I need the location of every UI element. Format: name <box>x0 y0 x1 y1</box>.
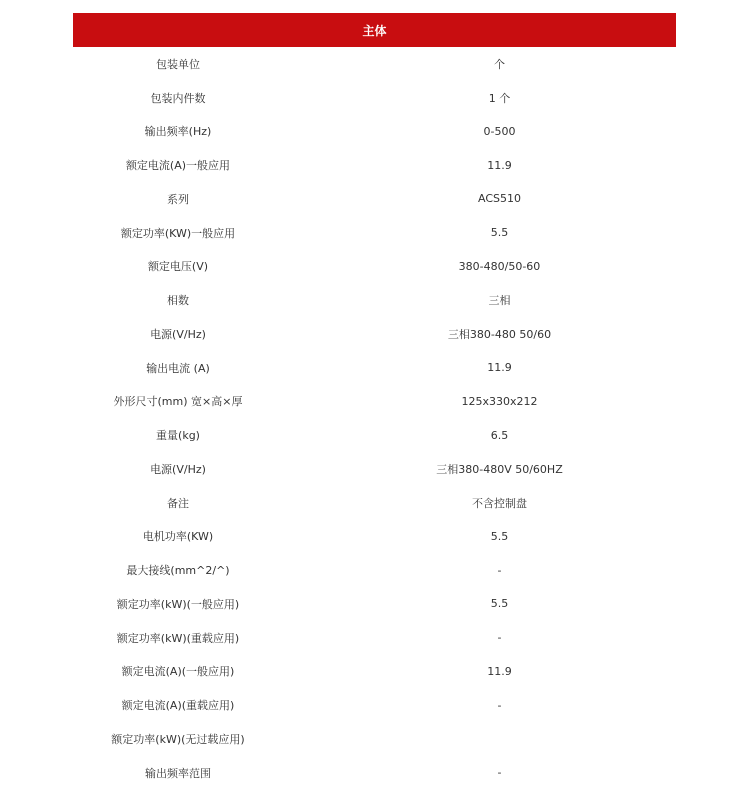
row-value: - <box>497 631 502 645</box>
table-row <box>73 621 676 655</box>
table-row <box>73 148 676 182</box>
table-row <box>73 688 676 722</box>
table-row <box>73 182 676 216</box>
table-header-title: 主体 <box>362 23 387 38</box>
table-header <box>73 13 676 47</box>
row-label: 包装单位 <box>156 57 200 71</box>
row-label: 电源(V/Hz) <box>150 462 206 476</box>
table-row <box>73 418 676 452</box>
row-label: 电机功率(KW) <box>142 530 214 544</box>
row-label: 外形尺寸(mm) 宽×高×厚 <box>113 395 243 409</box>
table-row <box>73 486 676 520</box>
row-label: 最大接线(mm^2/^) <box>126 564 230 578</box>
row-label: 额定功率(KW)一般应用 <box>120 226 236 240</box>
row-label: 系列 <box>167 192 189 206</box>
table-row <box>73 756 676 790</box>
table-row <box>73 655 676 689</box>
row-value: 1 个 <box>488 91 511 105</box>
row-value: - <box>497 698 502 712</box>
row-value: 5.5 <box>490 597 509 611</box>
row-value: ACS510 <box>478 192 521 206</box>
table-row <box>73 385 676 419</box>
row-label: 输出频率范围 <box>145 766 211 780</box>
row-label: 电源(V/Hz) <box>150 327 206 341</box>
row-value: 11.9 <box>487 664 512 678</box>
table-row <box>73 47 676 81</box>
row-value: 个 <box>494 57 505 71</box>
row-value: 5.5 <box>490 529 509 543</box>
table-row <box>73 317 676 351</box>
row-label: 备注 <box>167 496 189 510</box>
table-row <box>73 722 676 756</box>
row-label: 额定电流(A)一般应用 <box>125 159 231 173</box>
table-row <box>73 520 676 554</box>
row-value: 380-480/50-60 <box>458 259 541 273</box>
row-value: 不含控制盘 <box>472 496 527 510</box>
row-value: 5.5 <box>490 226 509 240</box>
row-value: 125x330x212 <box>461 394 538 408</box>
row-label: 额定功率(kW)(一般应用) <box>116 597 240 611</box>
row-value: - <box>497 563 502 577</box>
row-value: 三相 <box>488 294 511 308</box>
table-row <box>73 587 676 621</box>
row-label: 额定电流(A)(重载应用) <box>121 699 235 713</box>
row-value: 三相380-480 50/60 <box>447 327 552 341</box>
table-row <box>73 115 676 149</box>
row-value: 6.5 <box>490 428 509 442</box>
row-label: 输出电流 (A) <box>146 361 210 375</box>
row-label: 包装内件数 <box>150 91 206 105</box>
row-value: 11.9 <box>487 361 512 375</box>
row-value: - <box>497 766 502 780</box>
table-row <box>73 351 676 385</box>
table-row <box>73 553 676 587</box>
table-row <box>73 81 676 115</box>
row-value: 0-500 <box>483 124 516 138</box>
row-label: 重量(kg) <box>156 429 200 443</box>
row-label: 额定功率(kW)(无过载应用) <box>111 732 245 746</box>
row-label: 输出频率(Hz) <box>144 125 212 139</box>
row-label: 额定功率(kW)(重载应用) <box>116 631 240 645</box>
spec-rows <box>73 47 676 790</box>
row-label: 额定电流(A)(一般应用) <box>121 665 235 679</box>
row-label: 相数 <box>167 294 189 308</box>
table-row <box>73 250 676 284</box>
table-row <box>73 216 676 250</box>
row-value: 11.9 <box>487 158 512 172</box>
table-row <box>73 283 676 317</box>
row-label: 额定电压(V) <box>147 260 209 274</box>
spec-table <box>73 13 676 790</box>
table-row <box>73 452 676 486</box>
row-value: 三相380-480V 50/60HZ <box>436 462 563 476</box>
